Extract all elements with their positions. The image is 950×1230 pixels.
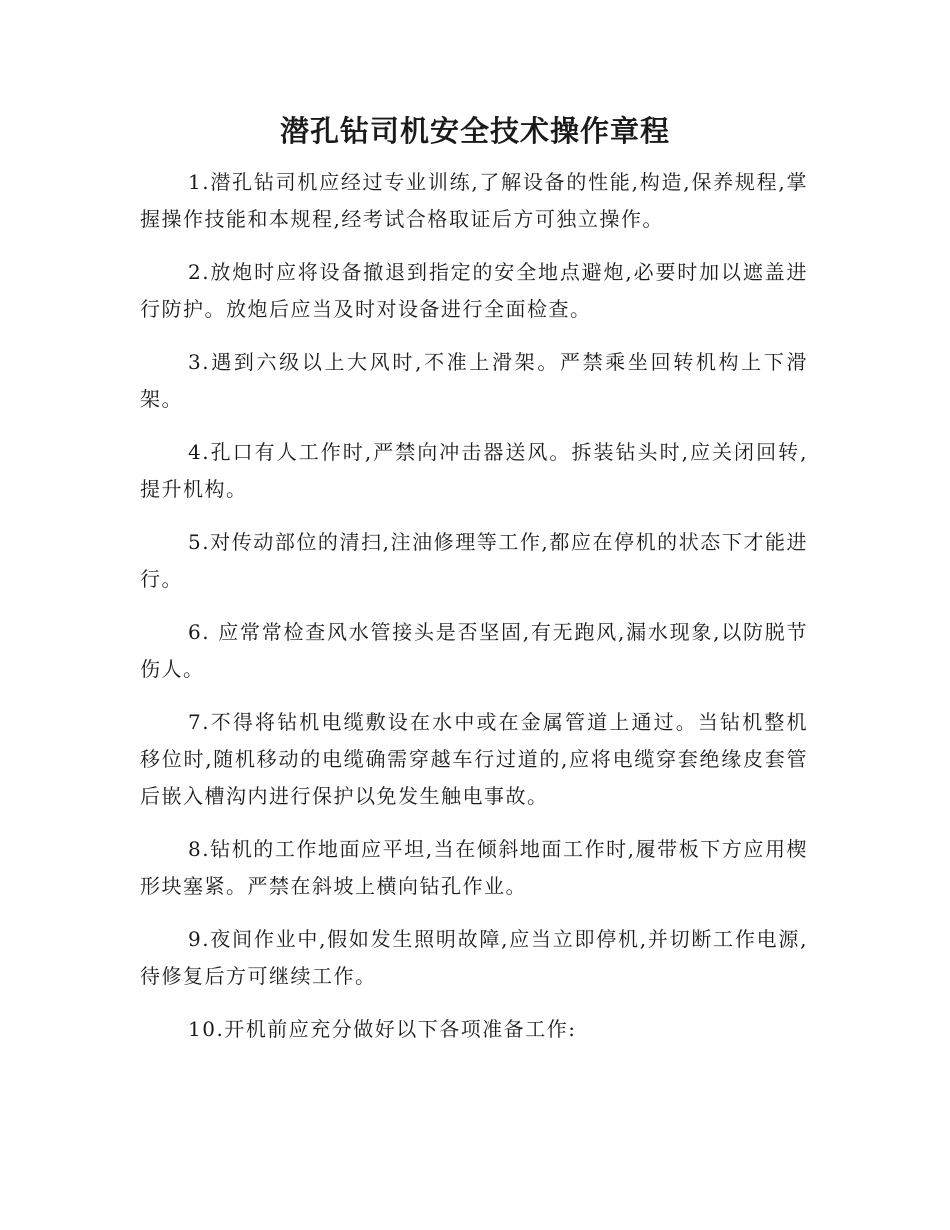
document-body (140, 164, 808, 1064)
paragraph-3: 3.遇到六级以上大风时,不准上滑架。严禁乘坐回转机构上下滑架。 (140, 350, 808, 411)
paragraph-5: 5.对传动部位的清扫,注油修理等工作,都应在停机的状态下才能进行。 (140, 530, 808, 591)
paragraph-9: 9.夜间作业中,假如发生照明故障,应当立即停机,并切断工作电源,待修复后方可继续工作。 (140, 927, 808, 988)
paragraph-4: 4.孔口有人工作时,严禁向冲击器送风。拆装钻头时,应关闭回转,提升机构。 (140, 440, 808, 501)
paragraph-1: 1.潜孔钻司机应经过专业训练,了解设备的性能,构造,保养规程,掌握操作技能和本规程,经考试合格取证后方可独立操作。 (140, 170, 808, 231)
document-title: 潜孔钻司机安全技术操作章程 (279, 114, 670, 148)
paragraph-8: 8.钻机的工作地面应平坦,当在倾斜地面工作时,履带板下方应用楔形块塞紧。严禁在斜坡上横向钻孔作业。 (140, 837, 808, 898)
paragraph-2: 2.放炮时应将设备撤退到指定的安全地点避炮,必要时加以遮盖进行防护。放炮后应当及时对设备进行全面检查。 (140, 260, 808, 321)
paragraph-7: 7.不得将钻机电缆敷设在水中或在金属管道上通过。当钻机整机移位时,随机移动的电缆确需穿越车行过道的,应将电缆穿套绝缘皮套管后嵌入槽沟内进行保护以免发生触电事故。 (140, 710, 808, 808)
paragraph-6: 6. 应常常检查风水管接头是否坚固,有无跑风,漏水现象,以防脱节伤人。 (140, 620, 808, 681)
paragraph-10: 10.开机前应充分做好以下各项准备工作: (188, 1017, 577, 1041)
